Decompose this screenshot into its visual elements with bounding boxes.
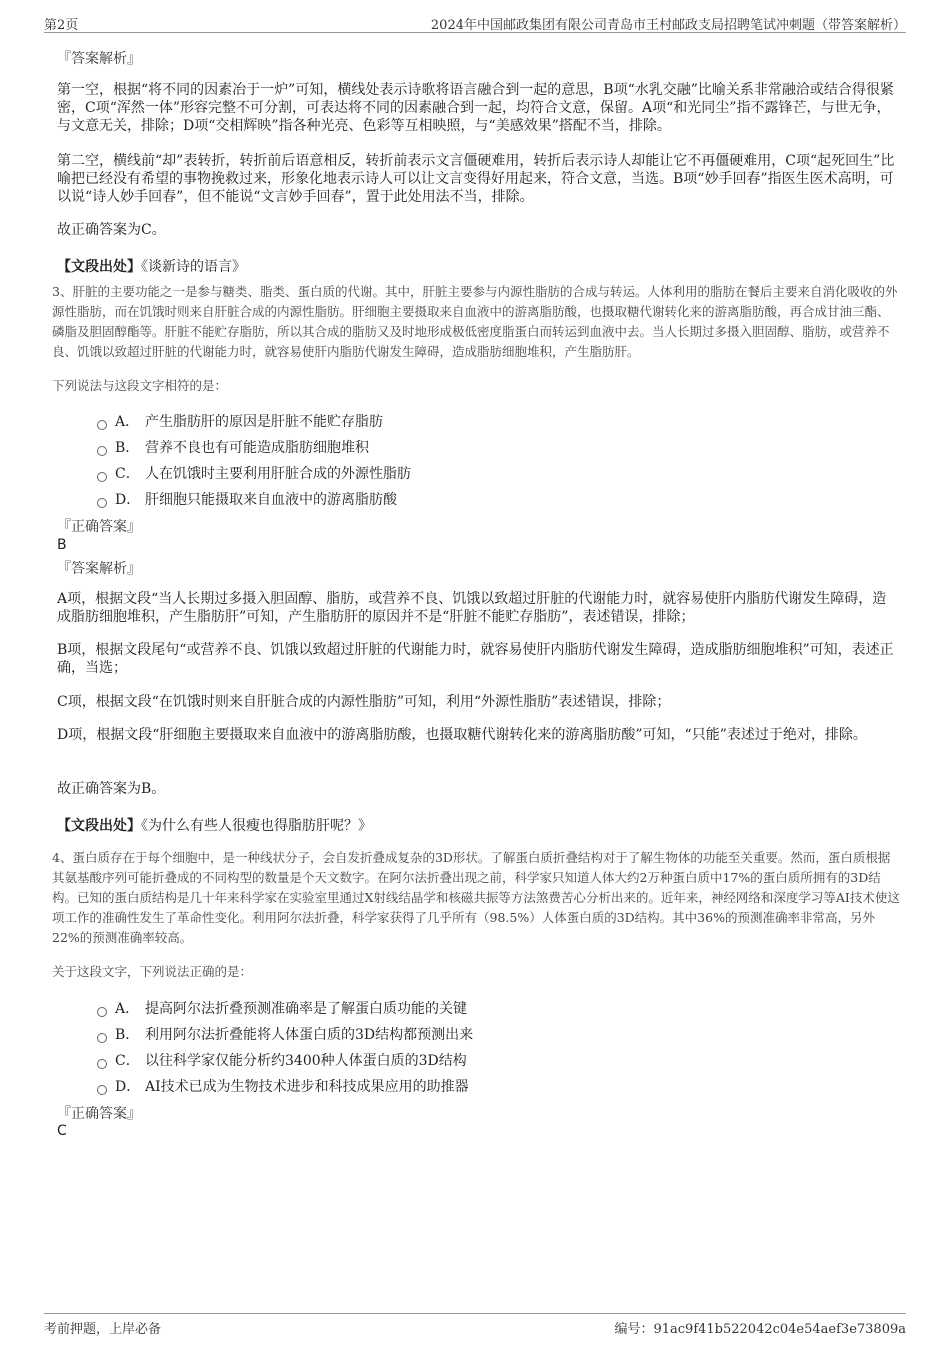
conclusion: 故正确答案为C。 [57, 222, 166, 238]
question-stem: 4、蛋白质存在于每个细胞中，是一种线状分子，会自发折叠成复杂的3D形状。了解蛋白质折叠结构对于了解生物体的功能至关重要。然而，蛋白质根据其氨基酸序列可能折叠成的不同构型的数量是个天文数字。在阿尔法折叠出现之前，科学家只知道人体大约2万种蛋白质中17%的蛋白质所拥有的3D结构。已知的蛋白质结构是几十年来科学家在实验室里通过X射线结晶学和核磁共振等方法煞费苦心分析出来的。近年来，神经网络和深度学习等AI技术使这项工作的准确性发生了革命性变化。利用阿尔法折叠，科学家获得了几乎所有（98.5%）人体蛋白质的3D结构。其中36%的预测准确率非常高，另外22%的预测准确率较高。 [52, 850, 900, 945]
question-stem: 3、肝脏的主要功能之一是参与糖类、脂类、蛋白质的代谢。其中，肝脏主要参与内源性脂肪的合成与转运。人体利用的脂肪在餐后主要来自消化吸收的外源性脂肪，而在饥饿时则来自肝脏合成的内源性脂肪。肝细胞主要摄取来自血液中的游离脂肪酸，也摄取糖代谢转化来的游离脂肪酸，再合成甘油三酯、磷脂及胆固醇酯等。肝脏不能贮存脂肪，所以其合成的脂肪又及时地形成极低密度脂蛋白而转运到血液中去。当人长期过多摄入胆固醇、脂肪，或营养不良、饥饿以致超过肝脏的代谢能力时，就容易使肝内脂肪代谢发生障碍，造成脂肪细胞堆积，产生脂肪肝。 [52, 284, 898, 359]
page-number: 第2页 [44, 18, 79, 33]
analysis-paragraph: B项，根据文段尾句“或营养不良、饥饿以致超过肝脏的代谢能力时，就容易使肝内脂肪代谢发生障碍，造成脂肪细胞堆积”可知，表述正确，当选； [57, 642, 894, 676]
source-line [57, 815, 895, 835]
radio-icon[interactable] [97, 498, 107, 508]
option-c[interactable]: C． 人在饥饿时主要利用肝脏合成的外源性脂肪 [97, 463, 411, 483]
radio-icon[interactable] [97, 1033, 107, 1043]
source-title: 《谈新诗的语言》 [141, 259, 246, 275]
radio-icon[interactable] [97, 472, 107, 482]
radio-icon[interactable] [97, 420, 107, 430]
option-d[interactable]: D． AI技术已成为生物技术进步和科技成果应用的助推器 [97, 1076, 469, 1096]
source-title: 《为什么有些人很瘦也得脂肪肝呢？》 [141, 818, 372, 834]
analysis-paragraph: A项，根据文段“当人长期过多摄入胆固醇、脂肪，或营养不良、饥饿以致超过肝脏的代谢能力时，就容易使肝内脂肪代谢发生障碍，造成脂肪细胞堆积，产生脂肪肝”可知，产生脂肪肝的原因并不是“肝脏不能贮存脂肪”，表述错误，排除； [57, 591, 887, 625]
question-ask: 下列说法与这段文字相符的是： [52, 378, 228, 393]
answer-value: B [57, 537, 67, 553]
page-header [44, 12, 906, 33]
radio-icon[interactable] [97, 1007, 107, 1017]
option-b[interactable]: B． 营养不良也有可能造成脂肪细胞堆积 [97, 437, 369, 457]
analysis-paragraph: 第二空，横线前“却”表转折，转折前后语意相反，转折前表示文言僵硬难用，转折后表示诗人却能让它不再僵硬难用，C项“起死回生”比喻把已经没有希望的事物挽救过来，形象化地表示诗人可以让文言变得好用起来，符合文意，当选。B项“妙手回春”指医生医术高明，可以说“诗人妙手回春”，但不能说“文言妙手回春”，置于此处用法不当，排除。 [57, 153, 895, 205]
analysis-label: 『答案解析』 [57, 561, 141, 577]
page-footer [44, 1313, 906, 1336]
analysis-paragraph: C项，根据文段“在饥饿时则来自肝脏合成的内源性脂肪”可知，利用“外源性脂肪”表述错误，排除； [57, 694, 671, 710]
footer-slogan: 考前押题，上岸必备 [44, 1322, 162, 1337]
radio-icon[interactable] [97, 446, 107, 456]
radio-icon[interactable] [97, 1059, 107, 1069]
question-ask: 关于这段文字，下列说法正确的是： [52, 964, 253, 979]
conclusion: 故正确答案为B。 [57, 781, 166, 797]
option-c[interactable]: C． 以往科学家仅能分析约3400种人体蛋白质的3D结构 [97, 1050, 467, 1070]
option-a[interactable]: A． 提高阿尔法折叠预测准确率是了解蛋白质功能的关键 [97, 998, 467, 1018]
answer-value: C [57, 1123, 67, 1139]
document-title: 2024年中国邮政集团有限公司青岛市王村邮政支局招聘笔试冲刺题（带答案解析） [430, 18, 906, 33]
analysis-paragraph: D项，根据文段“肝细胞主要摄取来自血液中的游离脂肪酸，也摄取糖代谢转化来的游离脂肪酸”可知，“只能”表述过于绝对，排除。 [57, 727, 867, 743]
answer-label: 『正确答案』 [57, 519, 141, 535]
analysis-label: 『答案解析』 [57, 51, 141, 67]
source-line [57, 256, 895, 276]
analysis-paragraph: 第一空，根据“将不同的因素冶于一炉”可知，横线处表示诗歌将语言融合到一起的意思，B项“水乳交融”比喻关系非常融洽或结合得很紧密，C项“浑然一体”形容完整不可分割，可表达将不同的因素融合到一起，均符合文意，保留。A项“和光同尘”指不露锋芒，与世无争，与文意无关，排除；D项“交相辉映”指各种光亮、色彩等互相映照，与“美感效果”搭配不当，排除。 [57, 82, 894, 134]
radio-icon[interactable] [97, 1085, 107, 1095]
answer-label: 『正确答案』 [57, 1106, 141, 1122]
option-b[interactable]: B． 利用阿尔法折叠能将人体蛋白质的3D结构都预测出来 [97, 1024, 473, 1044]
document-id: 编号：91ac9f41b522042c04e54aef3e73809a [614, 1322, 906, 1337]
option-d[interactable]: D． 肝细胞只能摄取来自血液中的游离脂肪酸 [97, 489, 397, 509]
option-a[interactable]: A． 产生脂肪肝的原因是肝脏不能贮存脂肪 [97, 411, 383, 431]
source-label: 【文段出处】 [57, 818, 141, 834]
source-label: 【文段出处】 [57, 259, 141, 275]
